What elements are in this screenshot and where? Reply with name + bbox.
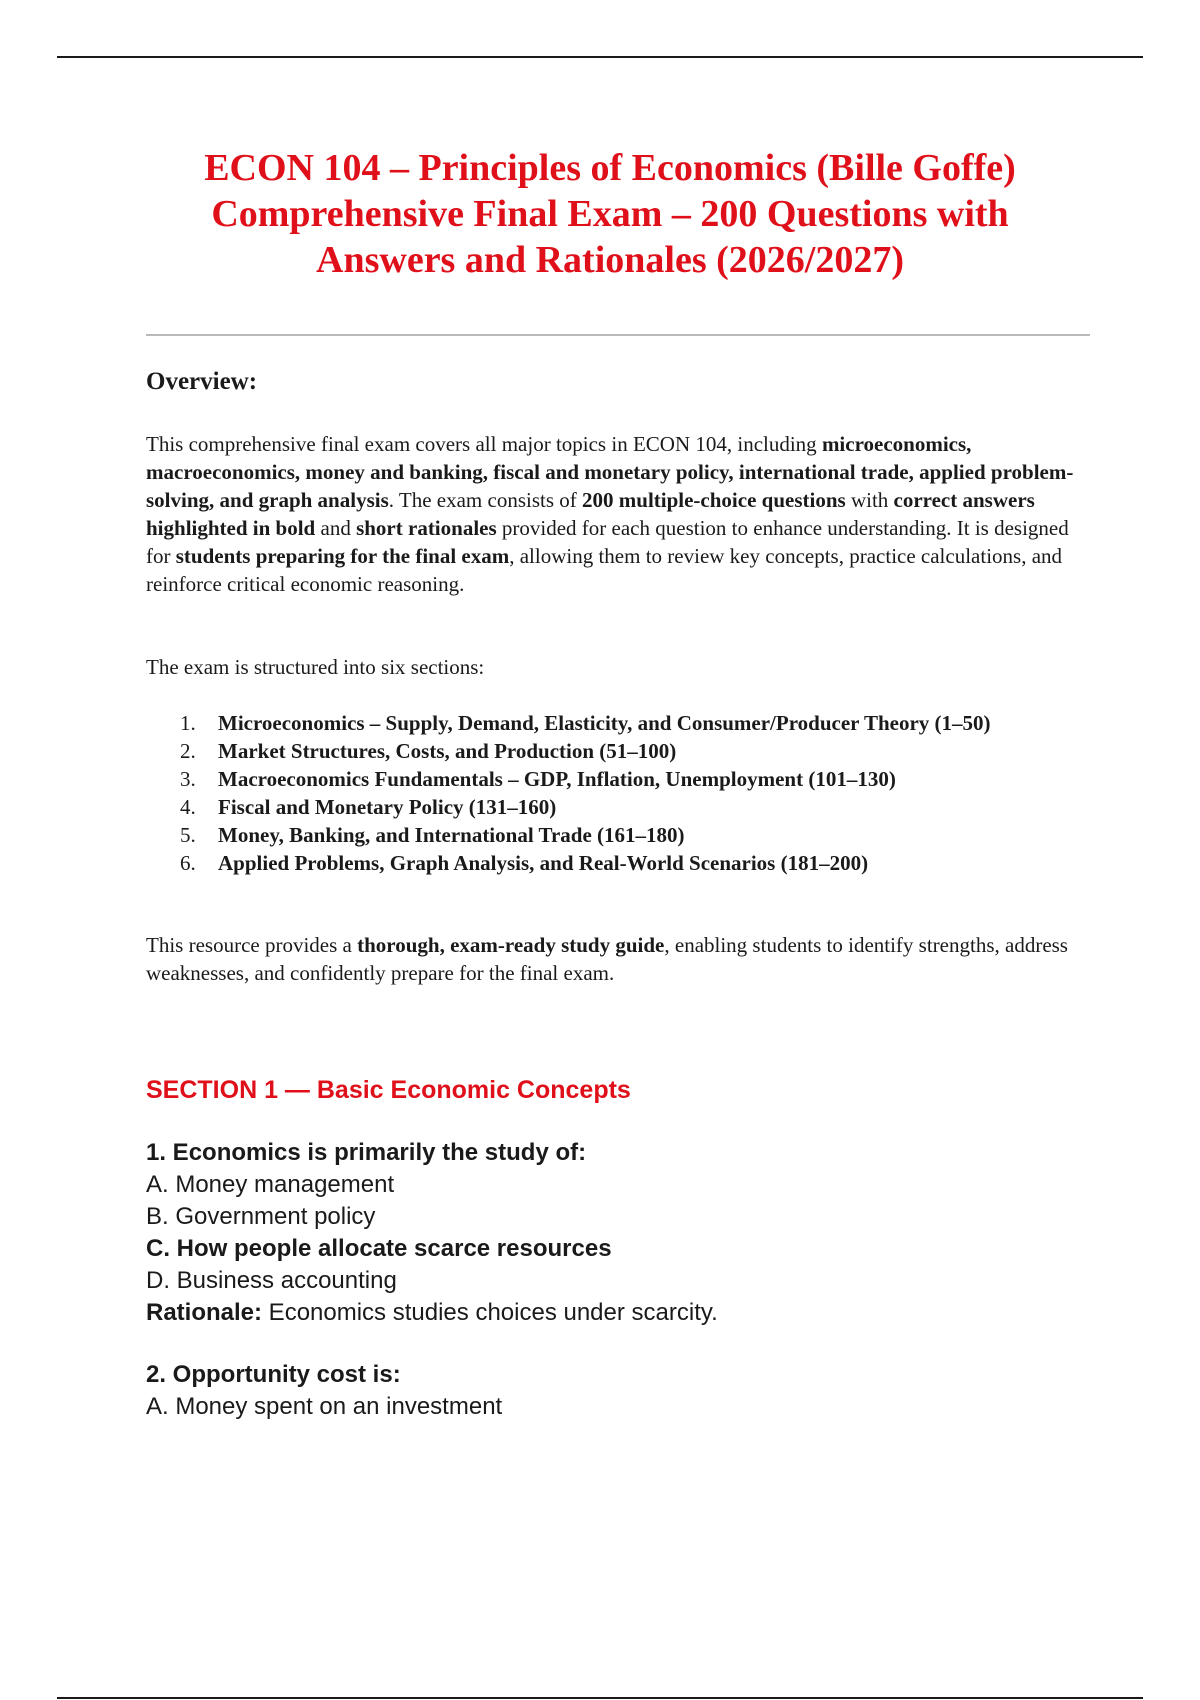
list-text: Macroeconomics Fundamentals – GDP, Inflation, Unemployment (101–130)	[218, 767, 896, 791]
list-text: Fiscal and Monetary Policy (131–160)	[218, 795, 557, 819]
list-item	[146, 765, 1081, 793]
list-number: 1.	[180, 711, 196, 735]
overview-paragraph-2: The exam is structured into six sections:	[146, 655, 485, 679]
answer-option-correct: C. How people allocate scarce resources	[146, 1235, 612, 1262]
question-text: 2. Opportunity cost is:	[146, 1361, 401, 1388]
list-number: 6.	[180, 851, 196, 875]
exam-sections-list	[146, 709, 1081, 877]
rationale-label: Rationale:	[146, 1299, 263, 1326]
bottom-rule	[57, 1697, 1143, 1699]
text-run: This comprehensive final exam covers all major topics in ECON 104, including	[146, 432, 822, 456]
list-item	[146, 709, 1081, 737]
list-text: Market Structures, Costs, and Production (51–100)	[218, 739, 677, 763]
text-run-bold: correct answers highlighted in bold	[146, 488, 1035, 540]
text-run-bold: short rationales	[356, 516, 497, 540]
list-number: 3.	[180, 767, 196, 791]
document-title	[110, 145, 1110, 283]
section-1-heading: SECTION 1 — Basic Economic Concepts	[146, 1076, 631, 1104]
overview-paragraph-3	[146, 931, 1081, 987]
question-text: 1. Economics is primarily the study of:	[146, 1139, 587, 1166]
text-run: . The exam consists of	[388, 488, 583, 512]
text-run: with	[845, 488, 894, 512]
title-line-2: Comprehensive Final Exam – 200 Questions with	[211, 193, 1009, 235]
answer-option: B. Government policy	[146, 1203, 376, 1230]
rationale-text: Economics studies choices under scarcity.	[262, 1299, 718, 1326]
text-run: , enabling students to identify strengths, address weaknesses, and confidently prepare for the final exam.	[146, 933, 1068, 985]
list-number: 2.	[180, 739, 196, 763]
title-line-3: Answers and Rationales (2026/2027)	[316, 239, 904, 281]
overview-heading: Overview:	[146, 368, 258, 395]
answer-option: A. Money management	[146, 1171, 395, 1198]
rationale	[146, 1297, 1081, 1329]
list-item	[146, 849, 1081, 877]
question-2	[146, 1359, 1081, 1423]
answer-option: A. Money spent on an investment	[146, 1393, 503, 1420]
question-1	[146, 1137, 1081, 1329]
title-divider	[146, 334, 1090, 336]
list-item	[146, 793, 1081, 821]
answer-option: D. Business accounting	[146, 1267, 397, 1294]
text-run: provided for each question to enhance understanding. It is designed for	[146, 516, 1069, 568]
text-run-bold: students preparing for the final exam	[175, 544, 510, 568]
list-item	[146, 737, 1081, 765]
list-text: Microeconomics – Supply, Demand, Elasticity, and Consumer/Producer Theory (1–50)	[218, 711, 991, 735]
text-run: and	[315, 516, 357, 540]
list-item	[146, 821, 1081, 849]
list-text: Applied Problems, Graph Analysis, and Real-World Scenarios (181–200)	[218, 851, 869, 875]
list-number: 4.	[180, 795, 196, 819]
title-line-1: ECON 104 – Principles of Economics (Bille Goffe)	[204, 147, 1016, 189]
text-run: This resource provides a	[146, 933, 358, 957]
list-number: 5.	[180, 823, 196, 847]
overview-paragraph-1	[146, 430, 1081, 598]
list-text: Money, Banking, and International Trade (161–180)	[218, 823, 685, 847]
text-run-bold: 200 multiple-choice questions	[582, 488, 846, 512]
text-run-bold: microeconomics, macroeconomics, money and banking, fiscal and monetary policy, international trade, applied problem-solving, and graph analysis	[146, 432, 1074, 512]
top-rule	[57, 56, 1143, 58]
text-run: , allowing them to review key concepts, practice calculations, and reinforce critical economic reasoning.	[146, 544, 1063, 596]
text-run-bold: thorough, exam-ready study guide	[357, 933, 665, 957]
